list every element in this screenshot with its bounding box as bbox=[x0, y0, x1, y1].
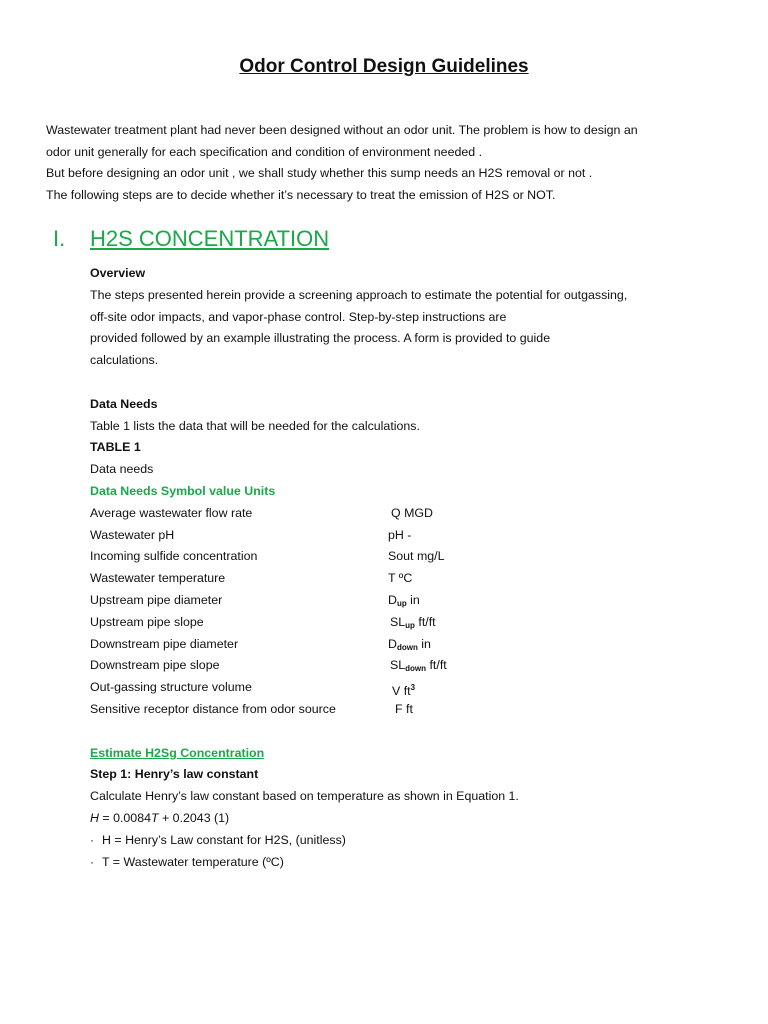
spacer bbox=[90, 372, 730, 394]
unit: in bbox=[417, 636, 431, 651]
data-needs-table bbox=[90, 503, 730, 721]
table-row bbox=[90, 612, 730, 634]
equation-1 bbox=[90, 808, 730, 830]
row-symbol-unit bbox=[388, 568, 412, 590]
table-row bbox=[90, 634, 730, 656]
unit: ft/ft bbox=[414, 614, 436, 629]
unit: mg/L bbox=[413, 549, 445, 564]
intro-line: The following steps are to decide whether it’s necessary to treat the emission of H2S or NOT. bbox=[46, 188, 556, 203]
unit: ft bbox=[400, 684, 411, 699]
row-symbol-unit bbox=[391, 503, 433, 525]
table-row bbox=[90, 503, 730, 525]
step-text: Calculate Henry’s law constant based on temperature as shown in Equation 1. bbox=[90, 789, 519, 804]
equation-part: = 0.0084 bbox=[98, 810, 151, 825]
row-label: Downstream pipe diameter bbox=[90, 636, 239, 651]
table-row bbox=[90, 590, 730, 612]
symbol: D bbox=[388, 636, 397, 651]
equation-var-t: T bbox=[150, 810, 159, 825]
row-symbol-unit bbox=[395, 699, 413, 721]
symbol: D bbox=[388, 592, 397, 607]
section-heading bbox=[53, 226, 329, 252]
definition-text: H = Henry’s Law constant for H2S, (unitless) bbox=[102, 832, 346, 847]
table-header: Data Needs Symbol value Units bbox=[90, 483, 276, 498]
unit: ft/ft bbox=[426, 658, 447, 673]
unit-superscript: 3 bbox=[410, 683, 416, 693]
intro-paragraph bbox=[46, 120, 736, 207]
table-row bbox=[90, 525, 730, 547]
overview-line: provided followed by an example illustrating the process. A form is provided to guide bbox=[90, 331, 551, 346]
definition-text: T = Wastewater temperature (ºC) bbox=[102, 854, 284, 869]
estimate-heading: Estimate H2Sg Concentration bbox=[90, 745, 265, 760]
symbol: SL bbox=[390, 658, 406, 673]
intro-line: odor unit generally for each specification and condition of environment needed . bbox=[46, 144, 483, 159]
table-label: TABLE 1 bbox=[90, 440, 141, 455]
row-label: Upstream pipe diameter bbox=[90, 592, 223, 607]
unit: in bbox=[406, 592, 420, 607]
table-row bbox=[90, 655, 730, 677]
data-needs-intro: Table 1 lists the data that will be needed for the calculations. bbox=[90, 418, 420, 433]
overview-heading: Overview bbox=[90, 266, 146, 280]
row-label: Upstream pipe slope bbox=[90, 614, 204, 629]
data-needs-heading: Data Needs bbox=[90, 396, 158, 411]
spacer bbox=[90, 721, 730, 743]
symbol: Q bbox=[391, 505, 401, 520]
symbol-subscript: up bbox=[405, 620, 415, 630]
section-number: I. bbox=[53, 226, 66, 251]
symbol-subscript: down bbox=[405, 664, 427, 674]
symbol-subscript: down bbox=[396, 642, 418, 652]
symbol: pH bbox=[388, 527, 404, 542]
row-label: Wastewater temperature bbox=[90, 571, 226, 586]
definition-item bbox=[90, 830, 730, 852]
bullet-icon: · bbox=[90, 832, 95, 847]
section-title: H2S CONCENTRATION bbox=[90, 226, 330, 251]
table-row bbox=[90, 568, 730, 590]
symbol: F bbox=[395, 701, 403, 716]
row-label: Downstream pipe slope bbox=[90, 658, 220, 673]
row-symbol-unit bbox=[388, 525, 411, 547]
table-row bbox=[90, 546, 730, 568]
overview-line: The steps presented herein provide a screening approach to estimate the potential for outgassing, bbox=[90, 287, 628, 302]
unit: ºC bbox=[395, 571, 413, 586]
equation-var-h: H bbox=[90, 810, 99, 825]
bullet-icon: · bbox=[90, 854, 95, 869]
intro-line: Wastewater treatment plant had never been designed without an odor unit. The problem is how to design an bbox=[46, 123, 638, 137]
row-label: Wastewater pH bbox=[90, 527, 175, 542]
page-title: Odor Control Design Guidelines bbox=[239, 56, 529, 77]
symbol: T bbox=[388, 571, 396, 586]
intro-line: But before designing an odor unit , we shall study whether this sump needs an H2S removal or not . bbox=[46, 166, 593, 181]
equation-part: + 0.2043 (1) bbox=[158, 810, 230, 825]
unit: MGD bbox=[400, 505, 433, 520]
definition-item bbox=[90, 852, 730, 874]
overview-line: calculations. bbox=[90, 353, 159, 368]
unit: ft bbox=[402, 701, 413, 716]
symbol: Sout bbox=[388, 549, 414, 564]
row-label: Average wastewater flow rate bbox=[90, 505, 253, 520]
row-label: Out-gassing structure volume bbox=[90, 680, 252, 695]
step-title: Step 1: Henry’s law constant bbox=[90, 767, 259, 782]
symbol: V bbox=[392, 684, 401, 699]
table-caption: Data needs bbox=[90, 462, 154, 477]
row-symbol-unit bbox=[388, 546, 445, 568]
symbol-subscript: up bbox=[396, 598, 407, 608]
section-body bbox=[90, 263, 730, 873]
symbol: SL bbox=[390, 614, 406, 629]
unit: - bbox=[403, 527, 412, 542]
overview-line: off-site odor impacts, and vapor-phase control. Step-by-step instructions are bbox=[90, 309, 507, 324]
row-label: Incoming sulfide concentration bbox=[90, 549, 258, 564]
table-row bbox=[90, 699, 730, 721]
row-label: Sensitive receptor distance from odor source bbox=[90, 701, 336, 716]
table-row bbox=[90, 677, 730, 699]
